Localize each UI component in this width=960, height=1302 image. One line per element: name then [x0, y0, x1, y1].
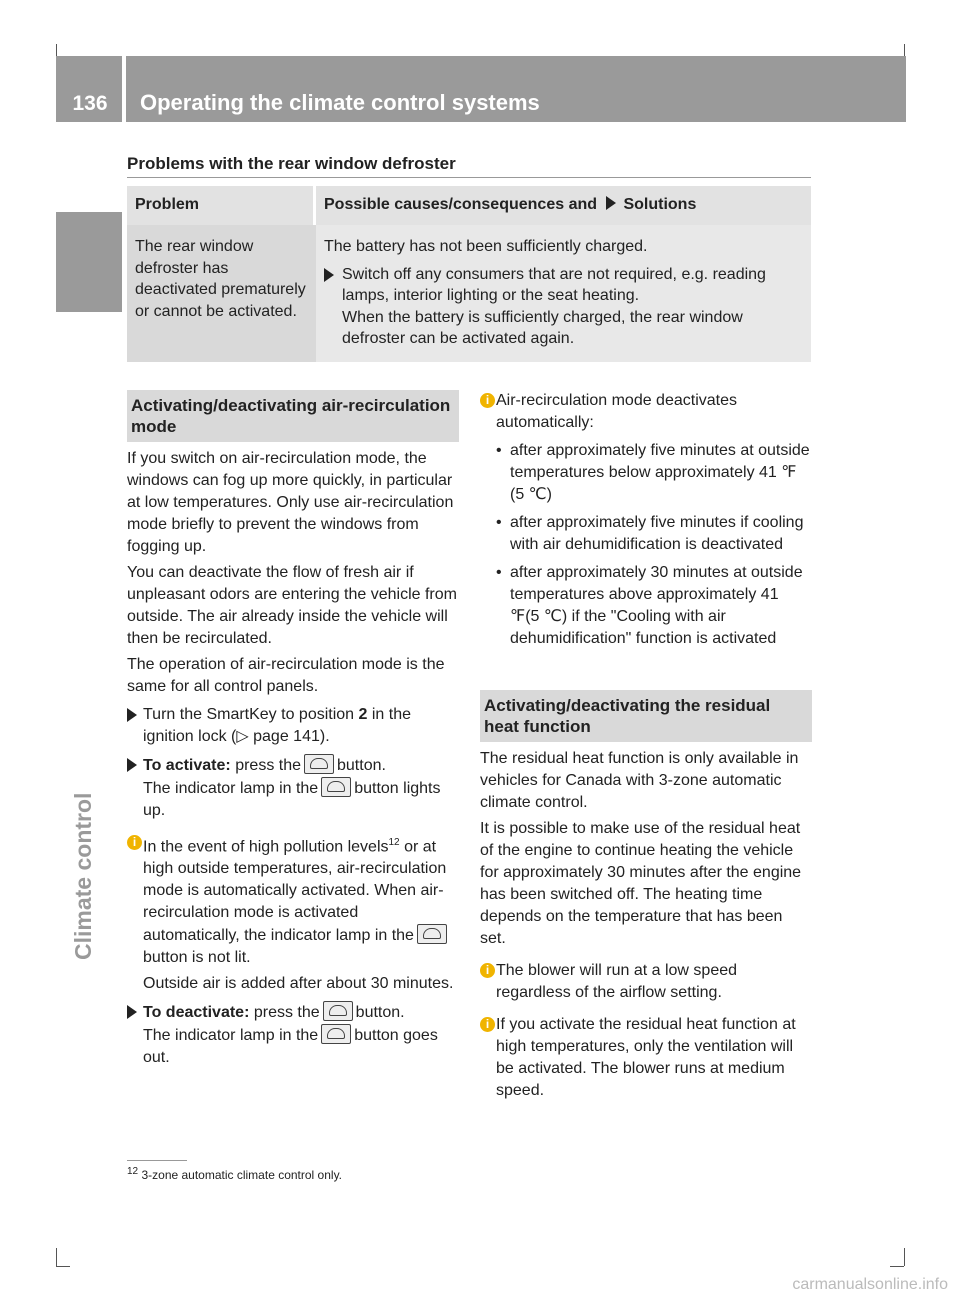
step-text: button lights up. [143, 780, 441, 819]
list-item: • after approximately five minutes at outside temperatures below approximately 41 ℉ (5 ℃) [496, 440, 812, 506]
crop-mark [56, 44, 57, 56]
info-note [127, 832, 459, 995]
step-position: 2 [358, 706, 368, 723]
left-paragraph: You can deactivate the flow of fresh air if unpleasant odors are entering the vehicle from outside. The air already inside the vehicle will then be recirculated. [127, 564, 457, 647]
arrow-icon [324, 268, 334, 282]
col-header-problem: Problem [127, 186, 316, 225]
right-paragraph: It is possible to make use of the residual heat of the engine to continue heating the vehicle for approximately 30 minutes after the engine has been switched off. The heating time depends on the temperature that has been set. [480, 820, 802, 947]
step-text: in the ignition lock (▷ page 141). [143, 706, 412, 745]
step-text: The indicator lamp in the [143, 780, 319, 797]
watermark: carmanualsonline.info [792, 1276, 948, 1293]
info-text: In the event of high pollution levels [143, 838, 389, 856]
section-rule [127, 177, 811, 178]
info-icon: i [127, 835, 142, 850]
col-header-causes: Possible causes/consequences and [324, 196, 598, 213]
info-text: button is not lit. [143, 949, 251, 967]
footnote-number: 12 [127, 1166, 139, 1177]
info-icon: i [480, 1017, 495, 1032]
info-text: If you activate the residual heat function at high temperatures, only the ventilation will be activated. The blower runs at medium speed. [496, 1016, 796, 1099]
left-heading: Activating/deactivating air-recirculation mode [127, 390, 459, 442]
problems-table [127, 186, 811, 362]
header-title: Operating the climate control systems [140, 90, 540, 115]
left-paragraph: The operation of air-recirculation mode is the same for all control panels. [127, 656, 445, 695]
side-tab [56, 212, 122, 312]
side-label: Climate control [70, 792, 96, 960]
step-text: Turn the SmartKey to position [143, 706, 355, 723]
step-text: press the [235, 757, 301, 774]
header-divider [122, 56, 126, 122]
crop-mark [890, 1266, 904, 1267]
cause-text: The battery has not been sufficiently charged. [324, 238, 648, 255]
info-icon: i [480, 393, 495, 408]
recirculation-button-icon [304, 754, 334, 774]
solution-step [324, 264, 803, 350]
col-header-solutions-label: Solutions [623, 196, 697, 213]
arrow-icon [127, 1005, 137, 1019]
left-column [127, 390, 459, 1069]
step-deactivate [127, 1001, 459, 1069]
table-header-row [127, 186, 811, 225]
footnote-ref: 12 [388, 837, 400, 848]
info-text: Air-recirculation mode deactivates automatically: [496, 392, 737, 431]
list-item: • after approximately five minutes if cooling with air dehumidification is deactivated [496, 512, 812, 556]
right-paragraph: The residual heat function is only available in vehicles for Canada with 3-zone automatic climate control. [480, 750, 799, 811]
activate-label: To activate: [143, 757, 231, 774]
table-row [127, 225, 811, 362]
left-paragraph: If you switch on air-recirculation mode, the windows can fog up more quickly, in particular at low temperatures. Only use air-recirculation mode briefly to prevent the windows from fogging up. [127, 450, 454, 555]
step-smartkey [127, 704, 459, 748]
step-text: press the [253, 1004, 320, 1022]
info-text: or at high outside temperatures, air-recirculation mode is automatically activated. When air-recirculation mode is activated automatically, the indicator lamp in the [143, 838, 447, 945]
solution-2: When the battery is sufficiently charged, the rear window defroster can be activated again. [342, 308, 743, 347]
step-text: button. [337, 757, 386, 774]
footnote [127, 1166, 342, 1182]
arrow-icon [127, 708, 137, 722]
step-text: button. [355, 1004, 405, 1022]
step-text: The indicator lamp in the [143, 1027, 319, 1045]
problem-cell: The rear window defroster has deactivated prematurely or cannot be activated. [127, 225, 316, 362]
recirculation-button-icon [321, 1024, 351, 1044]
info-text: The blower will run at a low speed regardless of the airflow setting. [496, 962, 738, 1001]
solution-cell [316, 225, 811, 362]
info-icon: i [480, 963, 495, 978]
footnote-text: 3-zone automatic climate control only. [141, 1168, 343, 1182]
recirculation-button-icon [323, 1001, 353, 1021]
footnote-rule [127, 1160, 187, 1161]
info-note [480, 390, 812, 434]
recirculation-button-icon [321, 777, 351, 797]
crop-mark [904, 1248, 905, 1266]
right-column [480, 390, 812, 1102]
crop-mark [56, 1266, 70, 1267]
arrow-icon [127, 758, 137, 772]
info-text: Outside air is added after about 30 minutes. [143, 975, 454, 993]
list-item: • after approximately 30 minutes at outside temperatures above approximately 41 ℉(5 ℃) if the "Cooling with air dehumidification" function is activated [496, 562, 812, 650]
info-note [480, 1014, 812, 1102]
arrow-icon [606, 196, 616, 210]
right-heading: Activating/deactivating the residual heat function [480, 690, 812, 742]
deactivate-label: To deactivate: [143, 1004, 250, 1022]
solution-1: Switch off any consumers that are not required, e.g. reading lamps, interior lighting or the seat heating. [342, 265, 766, 304]
step-activate [127, 754, 459, 822]
recirculation-button-icon [417, 924, 447, 944]
section-title: Problems with the rear window defroster [127, 154, 456, 173]
col-header-solutions [316, 186, 811, 225]
crop-mark [56, 1248, 57, 1266]
step-text: button goes out. [143, 1027, 438, 1067]
page-number: 136 [72, 92, 108, 115]
crop-mark [904, 44, 905, 56]
info-note [480, 960, 812, 1004]
